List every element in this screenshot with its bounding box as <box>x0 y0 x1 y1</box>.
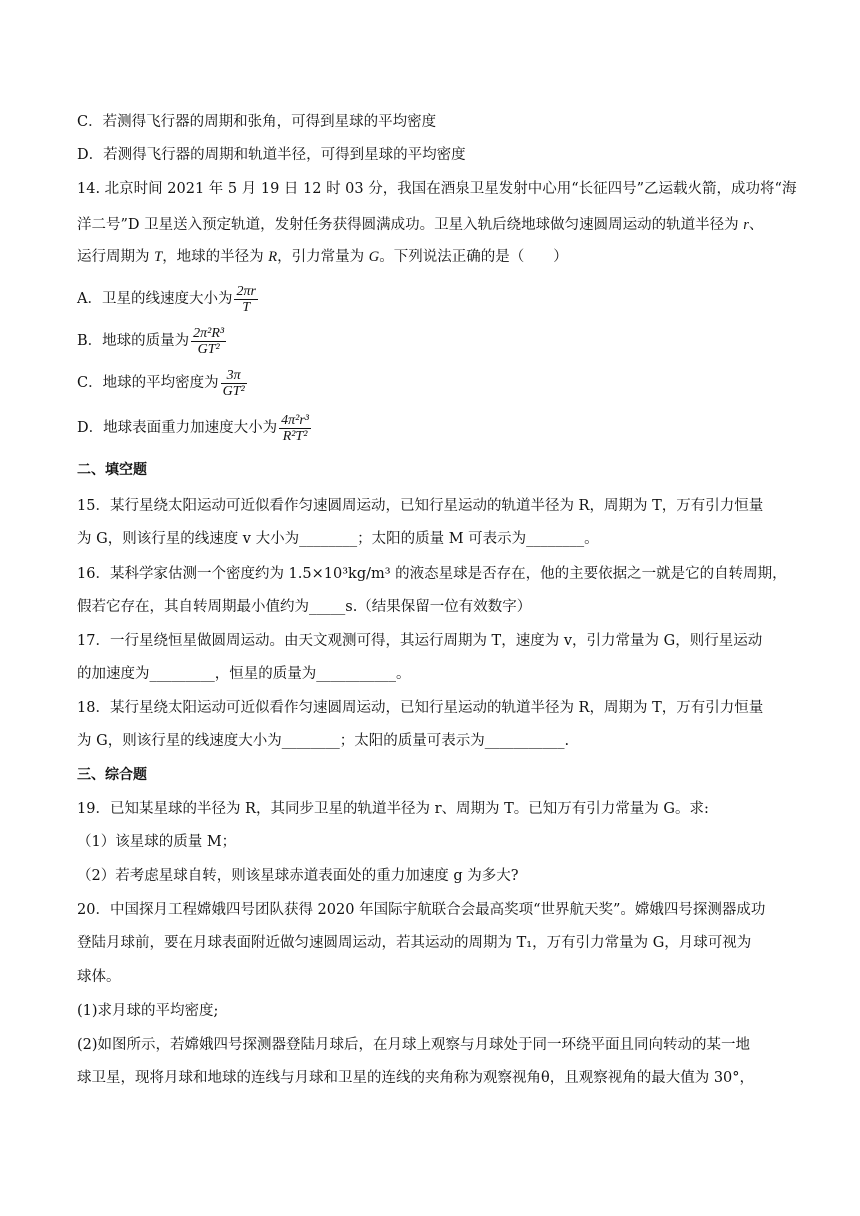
q15-line1: 15．某行星绕太阳运动可近似看作匀速圆周运动，已知行星运动的轨道半径为 R，周期为 T，万有引力恒量 <box>77 498 764 514</box>
q14-option-a <box>77 283 258 315</box>
q19-subquestion-2: （2）若考虑星球自转，则该星球赤道表面处的重力加速度 g 为多大? <box>77 868 519 884</box>
q13-option-d: D．若测得飞行器的周期和轨道半径，可得到星球的平均密度 <box>77 147 466 163</box>
q14-var-r: r <box>743 217 749 233</box>
q14-stem-line2-end: 、 <box>748 217 764 233</box>
q20-line2: 登陆月球前，要在月球表面附近做匀速圆周运动，若其运动的周期为 T₁，万有引力常量为 G，月球可视为 <box>77 935 752 951</box>
q17-line2: 的加速度为_________，恒星的质量为___________。 <box>77 666 411 682</box>
q14-option-b <box>77 325 226 357</box>
q19-line1: 19．已知某星球的半径为 R，其同步卫星的轨道半径为 r、周期为 T。已知万有引力常量为 G。求: <box>77 801 709 817</box>
q18-line1: 18．某行星绕太阳运动可近似看作匀速圆周运动，已知行星运动的轨道半径为 R，周期为 T，万有引力恒量 <box>77 700 764 716</box>
q13-option-c: C．若测得飞行器的周期和张角，可得到星球的平均密度 <box>77 114 437 130</box>
q14-option-d-text: D．地球表面重力加速度大小为 <box>77 420 278 436</box>
fraction-numerator: 2π²R³ <box>193 325 225 341</box>
fraction-denominator: T <box>242 299 251 315</box>
section-heading-fill-in: 二、填空题 <box>77 462 147 478</box>
q20-subquestion-2-line1: (2)如图所示，若嫦娥四号探测器登陆月球后，在月球上观察与月球处于同一环绕平面且同向转动的某一地 <box>77 1037 751 1053</box>
q15-line2: 为 G，则该行星的线速度 v 大小为________；太阳的质量 M 可表示为________。 <box>77 531 599 547</box>
q14-stem-line3-b: ，地球的半径为 <box>162 249 269 265</box>
q20-line3: 球体。 <box>77 969 121 985</box>
fraction-numerator: 2πr <box>236 283 256 299</box>
q18-line2: 为 G，则该行星的线速度大小为________；太阳的质量可表示为___________. <box>77 733 570 749</box>
q16-line1: 16．某科学家估测一个密度约为 1.5×10³kg/m³ 的液态星球是否存在，他的主要依据之一就是它的自转周期， <box>77 566 787 582</box>
q14-stem-line1: 14. 北京时间 2021 年 5 月 19 日 12 时 03 分，我国在酒泉卫星发射中心用“长征四号”乙运载火箭，成功将“海 <box>77 181 797 197</box>
fraction-numerator: 4π²r³ <box>281 412 309 428</box>
q14-option-b-text: B．地球的质量为 <box>77 333 190 349</box>
q14-option-a-text: A．卫星的线速度大小为 <box>77 291 233 307</box>
q19-subquestion-1: （1）该星球的质量 M； <box>77 834 237 850</box>
q14-stem-line2-text: 洋二号”D 卫星送入预定轨道，发射任务获得圆满成功。卫星入轨后绕地球做匀速圆周运动的轨道半径为 <box>77 217 744 233</box>
q14-option-b-fraction <box>191 326 226 357</box>
q14-option-c-fraction <box>221 368 247 399</box>
q14-stem-line3-c: ，引力常量为 <box>277 249 369 265</box>
q14-option-d-fraction <box>279 413 311 444</box>
q14-stem-line2 <box>77 215 763 235</box>
q14-option-a-fraction <box>234 284 257 315</box>
q14-option-c <box>77 367 247 399</box>
q14-stem-line3-a: 运行周期为 <box>77 249 155 265</box>
fraction-denominator: R²T² <box>282 428 308 444</box>
q14-var-T: T <box>154 249 163 265</box>
fraction-numerator: 3π <box>221 368 247 384</box>
q14-option-c-text: C．地球的平均密度为 <box>77 375 219 391</box>
q20-subquestion-1: (1)求月球的平均密度; <box>77 1003 219 1019</box>
q14-stem-line3 <box>77 247 568 267</box>
fraction-denominator: GT² <box>222 383 245 399</box>
q14-stem-line3-d: 。下列说法正确的是（ ） <box>379 249 568 265</box>
fraction-denominator: GT² <box>197 341 220 357</box>
section-heading-comprehensive: 三、综合题 <box>77 767 147 783</box>
q14-var-G: G <box>368 249 380 265</box>
q20-line1: 20．中国探月工程嫦娥四号团队获得 2020 年国际宇航联合会最高奖项“世界航天奖”。嫦娥四号探测器成功 <box>77 902 766 918</box>
q16-line2: 假若它存在，其自转周期最小值约为_____s.（结果保留一位有效数字） <box>77 599 532 615</box>
q20-subquestion-2-line2: 球卫星，现将月球和地球的连线与月球和卫星的连线的夹角称为观察视角θ，且观察视角的最大值为 30°， <box>77 1070 755 1086</box>
q17-line1: 17．一行星绕恒星做圆周运动。由天文观测可得，其运行周期为 T，速度为 v，引力常量为 G，则行星运动 <box>77 633 763 649</box>
q14-var-R: R <box>268 249 278 265</box>
q14-option-d <box>77 412 311 444</box>
